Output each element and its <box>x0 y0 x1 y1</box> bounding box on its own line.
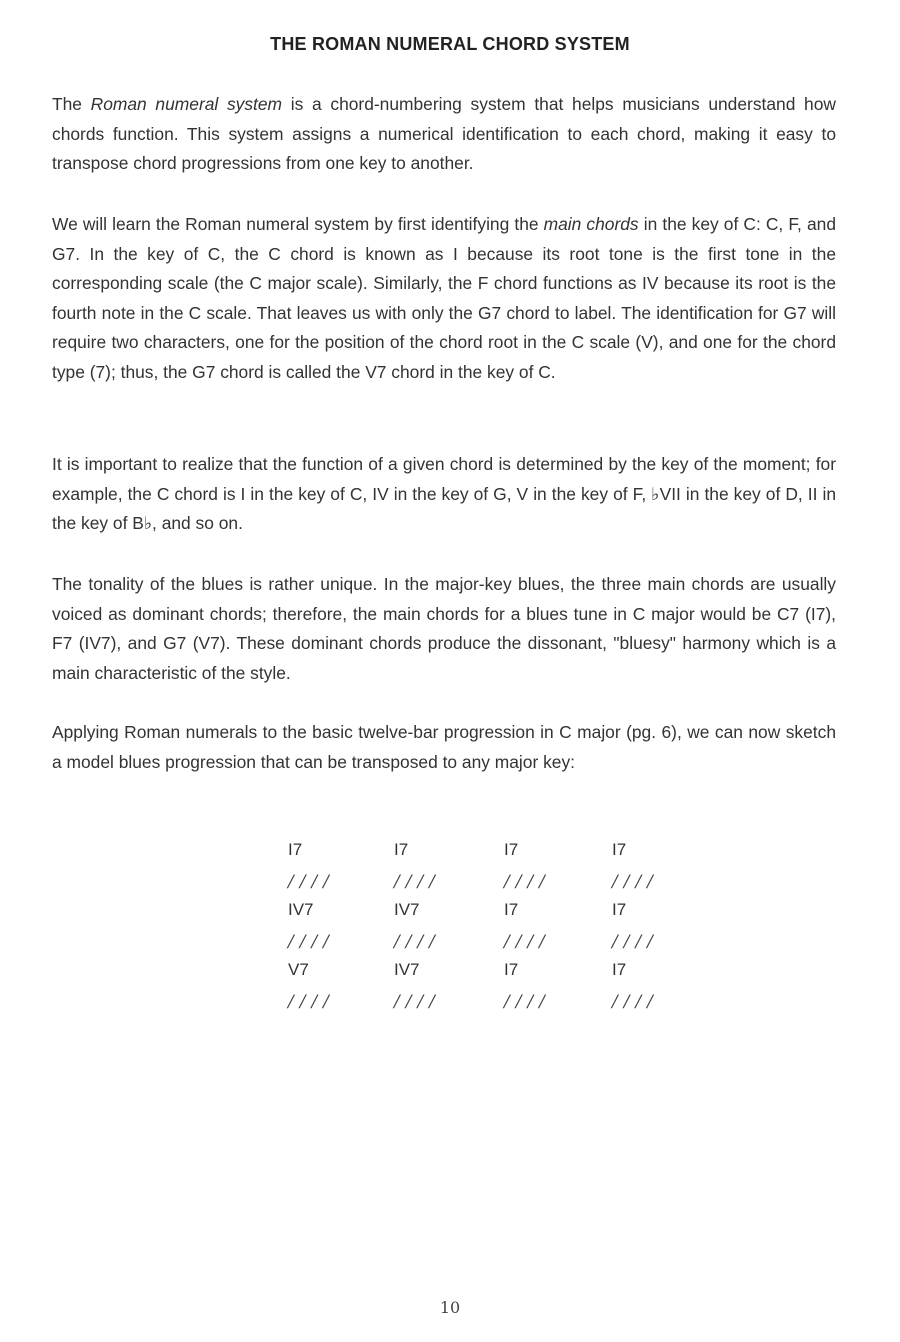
blues-progression <box>288 838 708 1018</box>
chord-row <box>288 898 708 928</box>
rhythm-slashes: //// <box>288 872 335 892</box>
paragraph-blues-tonality: The tonality of the blues is rather unique. In the major-key blues, the three main chords are usually voiced as dominant chords; therefore, the main chords for a blues tune in C major would be C7 (I7), F7 (IV7), and G7 (V7). These dominant chords produce the dissonant, "bluesy" harmony which is a main characteristic of the style. <box>52 574 836 683</box>
chord-symbol: I7 <box>612 960 627 979</box>
paragraph-text: is a chord-numbering system that helps musicians understand how chords function. This system assigns a numerical identification to each chord, making it easy to transpose chord progressions from one key to another. <box>52 94 836 174</box>
chord-symbol: I7 <box>612 840 627 859</box>
rhythm-slashes: //// <box>504 992 551 1012</box>
chord-symbol: IV7 <box>288 900 314 919</box>
emphasis-text: main chords <box>543 214 639 234</box>
rhythm-slash-row <box>288 868 708 898</box>
chord-symbol: I7 <box>612 900 627 919</box>
rhythm-slash-row <box>288 988 708 1018</box>
paragraph-intro <box>52 90 836 179</box>
rhythm-slashes: //// <box>394 992 441 1012</box>
rhythm-slashes: //// <box>504 872 551 892</box>
rhythm-slashes: //// <box>394 872 441 892</box>
chord-symbol: IV7 <box>394 900 420 919</box>
paragraph-applying: Applying Roman numerals to the basic twelve-bar progression in C major (pg. 6), we can now sketch a model blues progression that can be transposed to any major key: <box>52 722 836 772</box>
chord-symbol: I7 <box>288 840 303 859</box>
paragraph-function: It is important to realize that the function of a given chord is determined by the key of the moment; for example, the C chord is I in the key of C, IV in the key of G, V in the key of F, ♭VII in the key of D, II in the key of B♭, and so on. <box>52 454 836 534</box>
chord-symbol: I7 <box>394 840 409 859</box>
chord-symbol: V7 <box>288 960 309 979</box>
paragraph-text: in the key of C: C, F, and G7. In the key of C, the C chord is known as I because its root tone is the first tone in the corresponding scale (the C major scale). Similarly, the F chord functions as IV because its root is the fourth note in the C scale. That leaves us with only the G7 chord to label. The identification for G7 will require two characters, one for the position of the chord root in the C scale (V), and one for the chord type (7); thus, the G7 chord is called the V7 chord in the key of C. <box>52 214 836 382</box>
paragraph-text: The <box>52 94 91 114</box>
rhythm-slashes: //// <box>288 932 335 952</box>
rhythm-slashes: //// <box>612 872 659 892</box>
page-title: THE ROMAN NUMERAL CHORD SYSTEM <box>270 34 630 54</box>
emphasis-text: Roman numeral system <box>90 94 283 114</box>
rhythm-slashes: //// <box>394 932 441 952</box>
chord-row <box>288 838 708 868</box>
chord-symbol: I7 <box>504 840 519 859</box>
rhythm-slashes: //// <box>612 992 659 1012</box>
chord-symbol: I7 <box>504 900 519 919</box>
page-number: 10 <box>439 1298 461 1317</box>
rhythm-slashes: //// <box>288 992 335 1012</box>
rhythm-slash-row <box>288 928 708 958</box>
rhythm-slashes: //// <box>612 932 659 952</box>
chord-symbol: IV7 <box>394 960 420 979</box>
chord-row <box>288 958 708 988</box>
chord-symbol: I7 <box>504 960 519 979</box>
rhythm-slashes: //// <box>504 932 551 952</box>
paragraph-main-chords <box>52 210 836 388</box>
paragraph-text: We will learn the Roman numeral system by first identifying the <box>52 214 544 234</box>
